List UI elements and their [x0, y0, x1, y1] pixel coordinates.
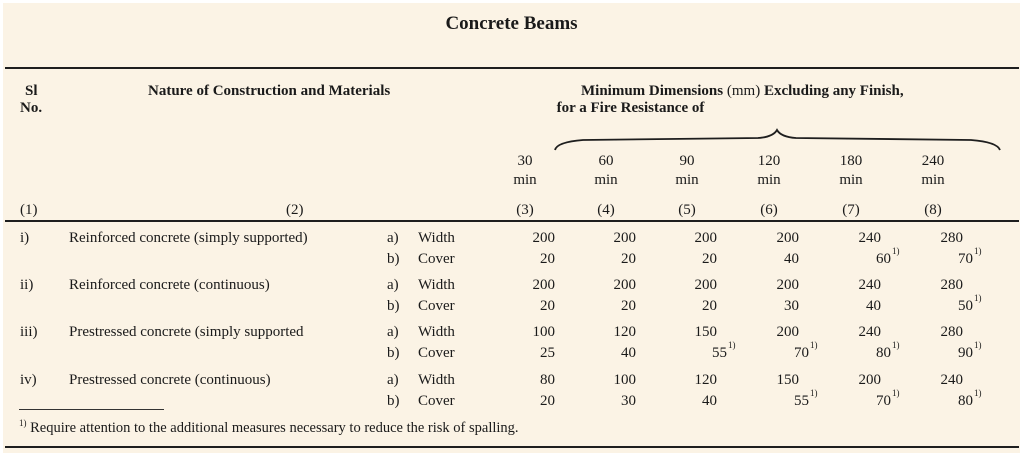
header-fire-resistance: for a Fire Resistance of	[556, 100, 705, 116]
col-number-1: (1)	[20, 202, 38, 218]
cover-value: 70 1)	[958, 246, 982, 267]
width-value: 200	[532, 230, 555, 246]
width-value: 200	[776, 324, 799, 340]
cover-value	[657, 298, 717, 315]
cover-value	[495, 298, 555, 315]
cover-number: 20	[702, 251, 717, 267]
cover-number: 50	[958, 298, 973, 314]
header-sl-no-line2: No.	[20, 100, 43, 116]
cover-value: 55 1)	[712, 340, 736, 361]
width-value: 200	[532, 277, 555, 293]
fire-col-3-value: 30	[517, 153, 533, 169]
cover-label: b)	[387, 251, 400, 267]
width-value: 150	[776, 372, 799, 388]
cover-number: 55	[712, 345, 727, 361]
cover-number: 20	[540, 393, 555, 409]
footnote-separator	[19, 409, 164, 410]
cover-label: b)	[387, 298, 400, 314]
width-value: 80	[540, 372, 555, 388]
fire-col-6-value: 120	[757, 153, 781, 169]
col-number-8: (8)	[924, 202, 942, 218]
footnote	[19, 418, 519, 437]
header-bottom-rule	[5, 220, 1019, 222]
width-value: 100	[613, 372, 636, 388]
top-rule	[5, 67, 1019, 69]
cover-number: 55	[794, 393, 809, 409]
cover-number: 20	[702, 298, 717, 314]
cover-value	[739, 298, 799, 315]
cover-text: Cover	[418, 345, 455, 361]
cover-value	[576, 298, 636, 315]
fire-col-4-value: 60	[598, 153, 614, 169]
width-value: 280	[940, 277, 963, 293]
cover-number: 20	[621, 251, 636, 267]
width-label: a)	[387, 324, 399, 340]
cover-value	[576, 393, 636, 410]
cover-number: 20	[621, 298, 636, 314]
cover-value: 70 1)	[794, 340, 818, 361]
width-value: 200	[776, 277, 799, 293]
cover-number: 40	[621, 345, 636, 361]
cover-number: 30	[621, 393, 636, 409]
width-value: 120	[694, 372, 717, 388]
width-value: 200	[694, 230, 717, 246]
cover-number: 80	[876, 345, 891, 361]
fire-col-3-unit: min	[513, 172, 537, 188]
row-description: Reinforced concrete (continuous)	[69, 277, 270, 293]
header-nature: Nature of Construction and Materials	[148, 83, 391, 99]
cover-value: 90 1)	[958, 340, 982, 361]
footnote-text: Require attention to the additional measures necessary to reduce the risk of spalling.	[30, 420, 519, 436]
cover-label: b)	[387, 393, 400, 409]
width-text: Width	[418, 372, 455, 388]
cover-number: 25	[540, 345, 555, 361]
row-sl-no: iii)	[20, 324, 38, 340]
cover-number: 20	[540, 298, 555, 314]
cover-value	[495, 251, 555, 268]
width-value: 200	[858, 372, 881, 388]
cover-value: 55 1)	[794, 388, 818, 409]
row-sl-no: ii)	[20, 277, 34, 293]
col-number-4: (4)	[597, 202, 615, 218]
cover-value	[657, 393, 717, 410]
cover-number: 40	[702, 393, 717, 409]
width-label: a)	[387, 372, 399, 388]
cover-value: 60 1)	[876, 246, 900, 267]
cover-number: 70	[794, 345, 809, 361]
cover-label: b)	[387, 345, 400, 361]
width-value: 240	[858, 324, 881, 340]
cover-number: 20	[540, 251, 555, 267]
width-value: 280	[940, 230, 963, 246]
cover-value: 50 1)	[958, 293, 982, 314]
fire-col-5-value: 90	[679, 153, 695, 169]
concrete-beams-table	[3, 3, 1020, 453]
bottom-rule	[5, 446, 1019, 448]
cover-number: 90	[958, 345, 973, 361]
width-value: 120	[613, 324, 636, 340]
row-sl-no: iv)	[20, 372, 37, 388]
width-value: 240	[858, 277, 881, 293]
col-number-2: (2)	[286, 202, 304, 218]
row-sl-no: i)	[20, 230, 30, 246]
width-text: Width	[418, 230, 455, 246]
fire-col-5-unit: min	[675, 172, 699, 188]
cover-number: 70	[958, 251, 973, 267]
cover-value	[657, 251, 717, 268]
cover-value	[495, 345, 555, 362]
cover-value: 80 1)	[958, 388, 982, 409]
width-value: 200	[776, 230, 799, 246]
row-description: Prestressed concrete (continuous)	[69, 372, 271, 388]
cover-number: 40	[784, 251, 799, 267]
cover-text: Cover	[418, 251, 455, 267]
width-label: a)	[387, 277, 399, 293]
cover-number: 60	[876, 251, 891, 267]
col-number-5: (5)	[678, 202, 696, 218]
row-description: Prestressed concrete (simply supported	[69, 324, 304, 340]
cover-value	[576, 345, 636, 362]
fire-col-6-unit: min	[757, 172, 781, 188]
fire-col-8-unit: min	[921, 172, 945, 188]
cover-value	[821, 298, 881, 315]
width-value: 280	[940, 324, 963, 340]
width-value: 100	[532, 324, 555, 340]
cover-value	[739, 251, 799, 268]
width-text: Width	[418, 324, 455, 340]
row-description: Reinforced concrete (simply supported)	[69, 230, 308, 246]
cover-value	[495, 393, 555, 410]
cover-value: 80 1)	[876, 340, 900, 361]
width-value: 200	[613, 230, 636, 246]
col-number-7: (7)	[842, 202, 860, 218]
cover-value	[576, 251, 636, 268]
cover-number: 30	[784, 298, 799, 314]
cover-text: Cover	[418, 393, 455, 409]
width-value: 200	[694, 277, 717, 293]
table-title: Concrete Beams	[445, 13, 578, 34]
cover-value: 70 1)	[876, 388, 900, 409]
cover-number: 70	[876, 393, 891, 409]
width-value: 240	[858, 230, 881, 246]
cover-number: 80	[958, 393, 973, 409]
cover-number: 40	[866, 298, 881, 314]
header-min-dimensions-tail: Excluding any Finish,	[763, 83, 904, 99]
fire-col-4-unit: min	[594, 172, 618, 188]
fire-col-7-value: 180	[839, 153, 863, 169]
header-min-dimensions-bold: Minimum Dimensions	[581, 83, 724, 99]
col-number-6: (6)	[760, 202, 778, 218]
width-value: 200	[613, 277, 636, 293]
header-sl-no-line1: Sl	[25, 83, 38, 99]
width-value: 150	[694, 324, 717, 340]
header-min-dimensions-unit: (mm)	[726, 83, 761, 99]
width-label: a)	[387, 230, 399, 246]
col-number-3: (3)	[516, 202, 534, 218]
width-text: Width	[418, 277, 455, 293]
width-value: 240	[940, 372, 963, 388]
footnote-marker: 1)	[19, 418, 27, 428]
fire-col-7-unit: min	[839, 172, 863, 188]
header-min-dimensions	[581, 83, 904, 100]
cover-text: Cover	[418, 298, 455, 314]
fire-col-8-value: 240	[921, 153, 945, 169]
